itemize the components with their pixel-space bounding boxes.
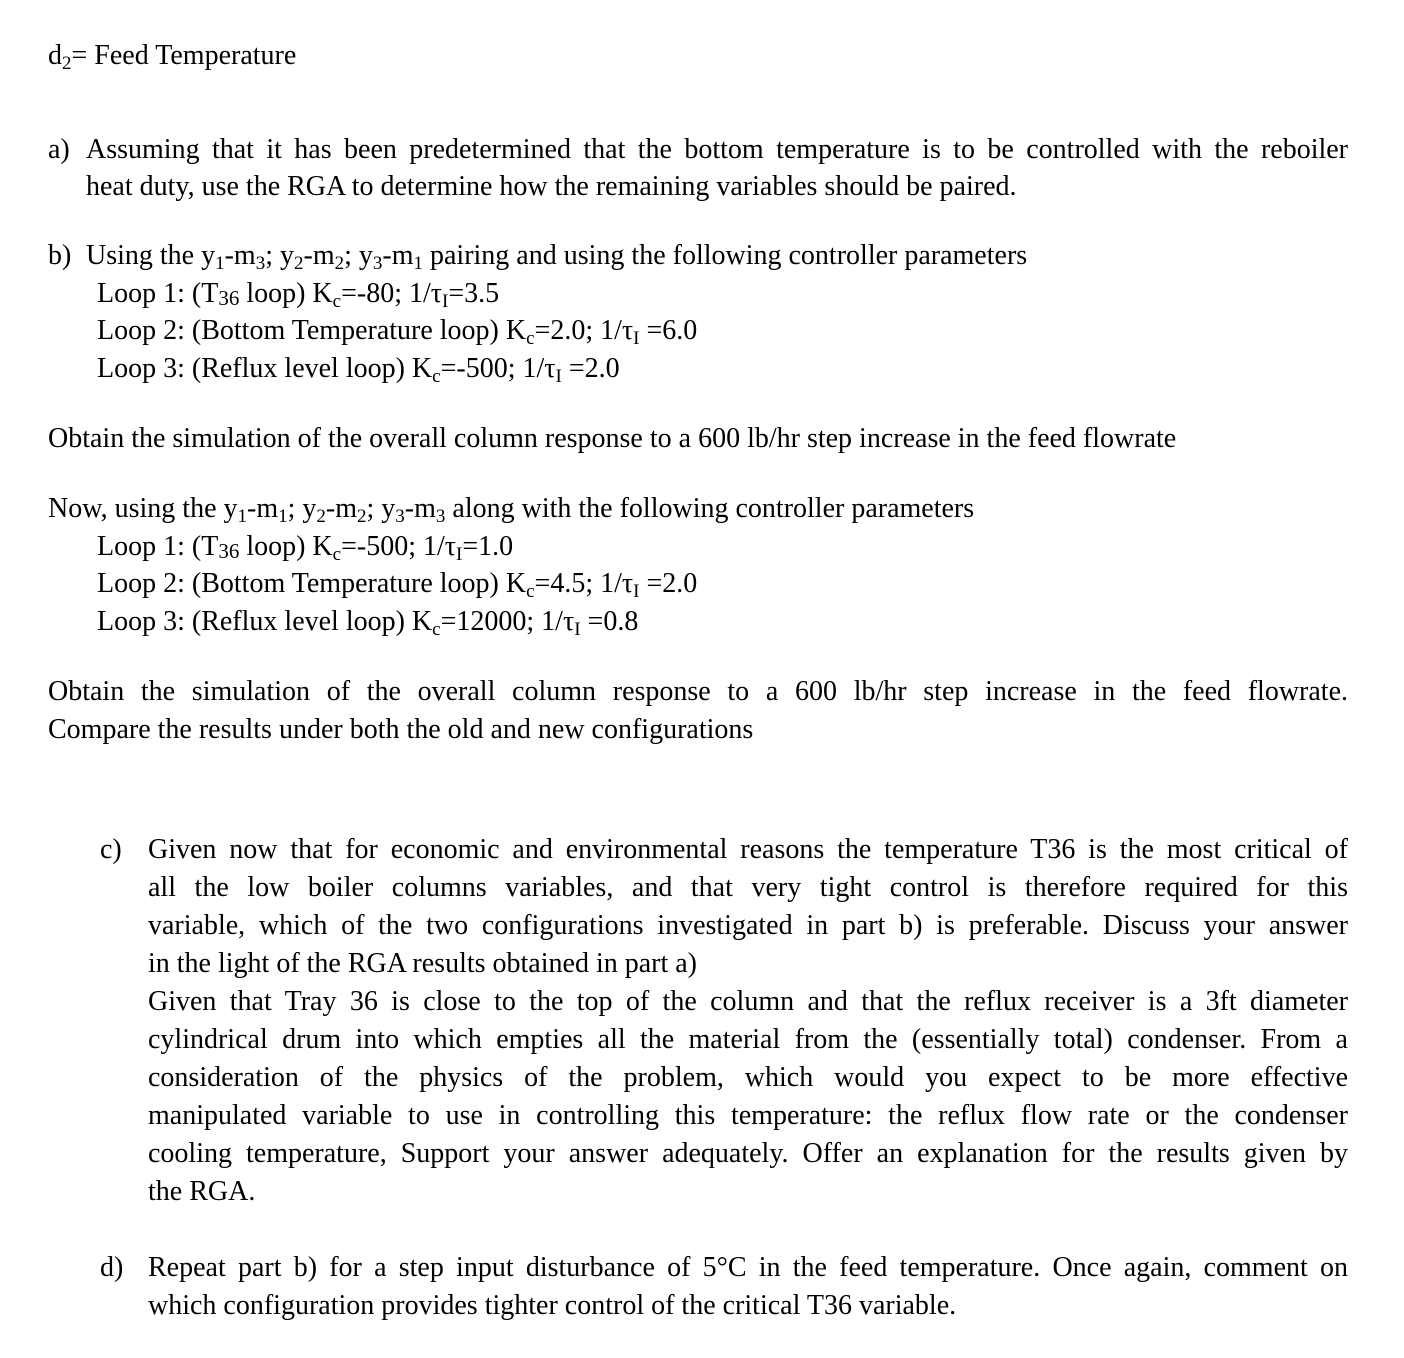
part-c-line-3: variable, which of the two configurations investigated in part b) is preferable. Discuss your answer (148, 910, 1348, 941)
header-feed-temperature: $d_2=$ Feed Temperature (48, 40, 297, 74)
config1-loop-2: Loop 2: (Bottom Temperature loop) $K_c=2.0$; $1/\tau_I =6.0$ (97, 315, 698, 349)
part-c-marker: c) (100, 834, 122, 865)
part-c-line-8: manipulated variable to use in controlling this temperature: the reflux flow rate or the condenser (148, 1100, 1348, 1131)
part-c-line-7: consideration of the physics of the problem, which would you expect to be more effective (148, 1062, 1348, 1093)
part-c-line-5: Given that Tray 36 is close to the top of the column and that the reflux receiver is a 3ft diameter (148, 986, 1348, 1017)
part-c-line-6: cylindrical drum into which empties all the material from the (essentially total) condenser. From a (148, 1024, 1348, 1055)
config1-loop-1: Loop 1: ($T_{36}$ loop) $K_c=-80$; $1/\tau_I=3.5$ (97, 278, 500, 312)
obtain-simulation-2-line-2: Compare the results under both the old and new configurations (48, 714, 754, 745)
part-a-marker: a) (48, 134, 70, 165)
part-a-line-2: heat duty, use the RGA to determine how the remaining variables should be paired. (86, 171, 1017, 202)
part-c-line-1: Given now that for economic and environmental reasons the temperature T36 is the most critical of (148, 834, 1348, 865)
config2-loop-3: Loop 3: (Reflux level loop) $K_c=12000$; $1/\tau_I =0.8$ (97, 606, 639, 640)
part-d-marker: d) (100, 1252, 124, 1283)
part-b-intro: Using the $y_1-m_3$; $y_2-m_2$; $y_3-m_1$ pairing and using the following controller parameters (86, 240, 1028, 274)
part-a-line-1: Assuming that it has been predetermined that the bottom temperature is to be controlled with the reboiler (86, 134, 1348, 165)
part-d-line-1: Repeat part b) for a step input disturbance of 5°C in the feed temperature. Once again, comment on (148, 1252, 1348, 1283)
part-c-line-4: in the light of the RGA results obtained in part a) (148, 948, 698, 979)
obtain-simulation-1: Obtain the simulation of the overall column response to a 600 lb/hr step increase in the feed flowrate (48, 423, 1177, 454)
config1-loop-3: Loop 3: (Reflux level loop) $K_c=-500$; $1/\tau_I =2.0$ (97, 353, 620, 387)
config2-intro: Now, using the $y_1-m_1$; $y_2-m_2$; $y_3-m_3$ along with the following controller parameters (48, 493, 975, 527)
part-b-marker: b) (48, 240, 72, 271)
config2-loop-1: Loop 1: ($T_{36}$ loop) $K_c=-500$; $1/\tau_I=1.0$ (97, 531, 514, 565)
part-c-line-10: the RGA. (148, 1176, 256, 1207)
obtain-simulation-2-line-1: Obtain the simulation of the overall column response to a 600 lb/hr step increase in the feed flowrate. (48, 676, 1348, 707)
part-d-line-2: which configuration provides tighter control of the critical T36 variable. (148, 1290, 957, 1321)
part-c-line-9: cooling temperature, Support your answer adequately. Offer an explanation for the results given by (148, 1138, 1348, 1169)
part-c-line-2: all the low boiler columns variables, and that very tight control is therefore required for this (148, 872, 1348, 903)
config2-loop-2: Loop 2: (Bottom Temperature loop) $K_c=4.5$; $1/\tau_I =2.0$ (97, 568, 698, 602)
